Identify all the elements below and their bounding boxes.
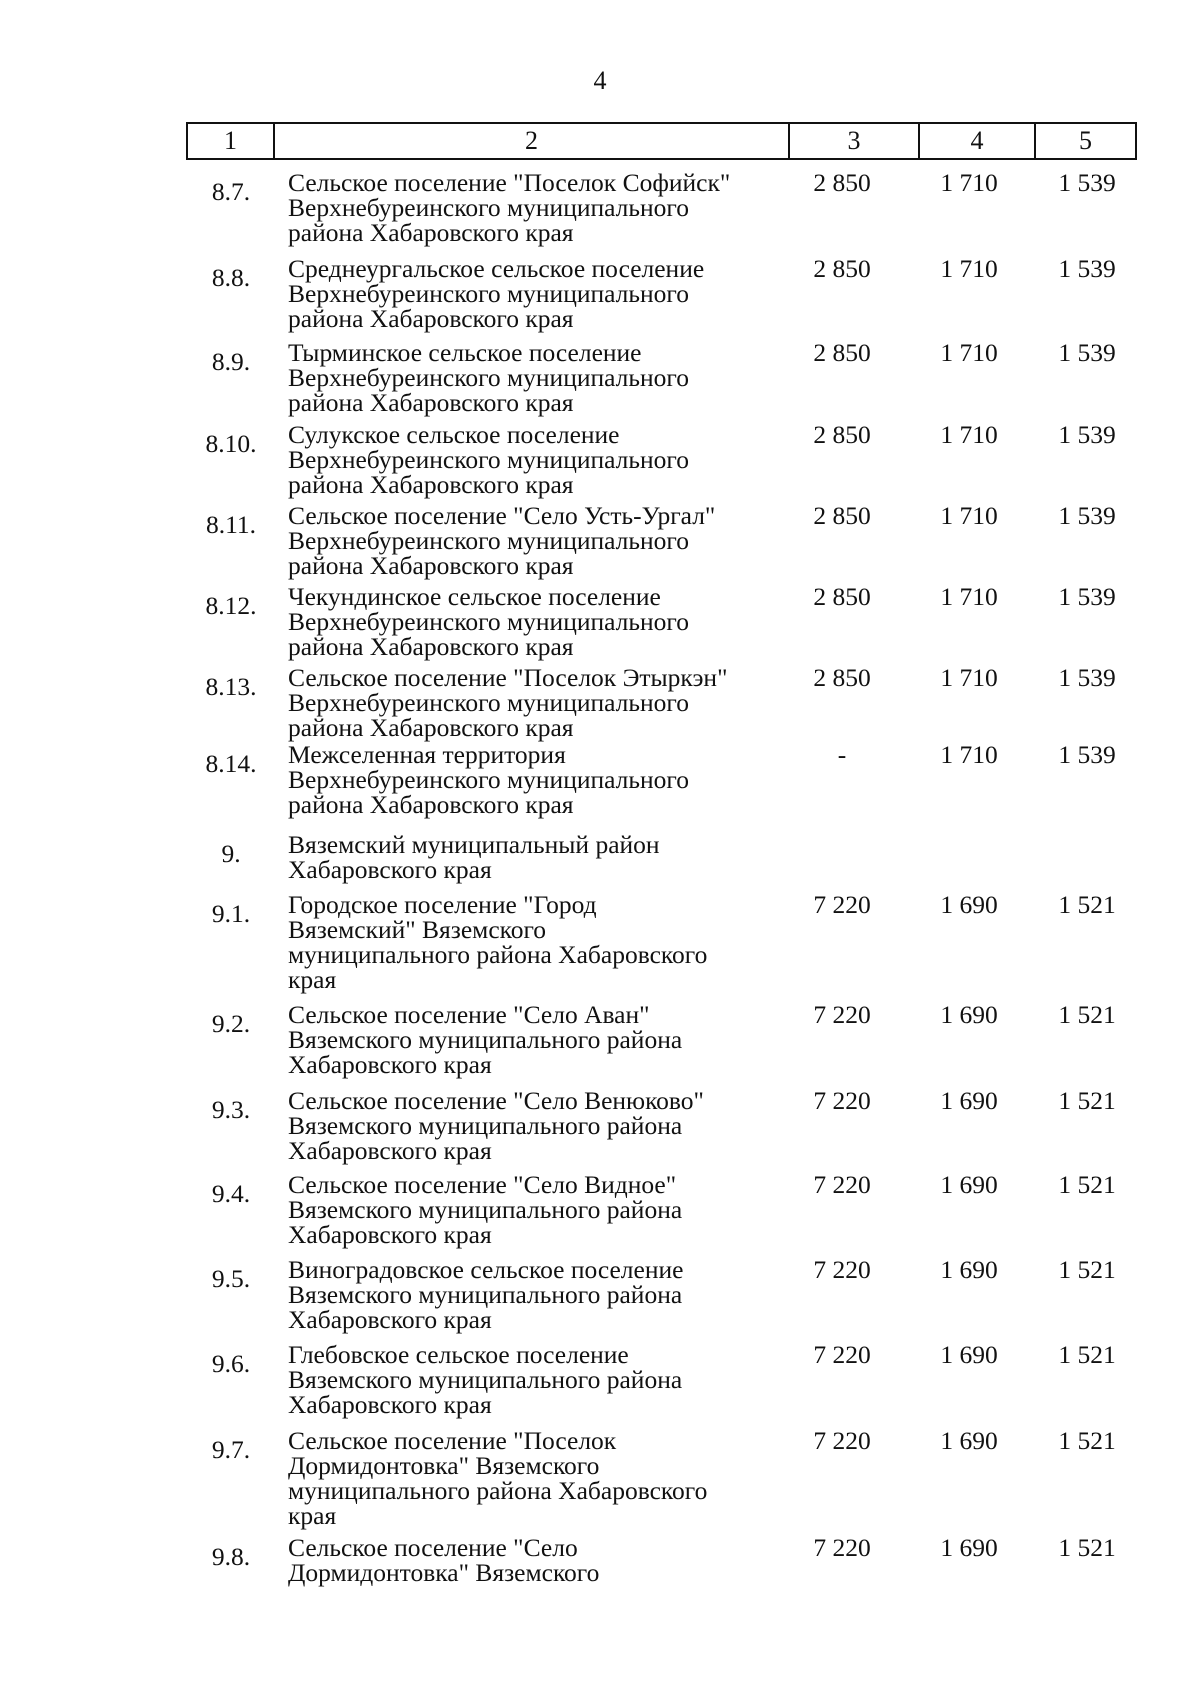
row-name: Тырминское сельское поселение Верхнебуреинского муниципального района Хабаровского края xyxy=(288,338,690,417)
row-number: 8.13. xyxy=(205,672,257,701)
row-number: 9.5. xyxy=(211,1264,251,1293)
column-header-1: 1 xyxy=(188,124,275,158)
row-value-col5: 1 539 xyxy=(1058,740,1116,769)
row-value-col5: 1 521 xyxy=(1058,1340,1116,1369)
row-value-col4: 1 690 xyxy=(940,1255,998,1284)
row-value-col4: 1 710 xyxy=(940,663,998,692)
row-value-col3: 2 850 xyxy=(813,254,871,283)
row-value-col4: 1 690 xyxy=(940,1533,998,1562)
row-value-col5: 1 521 xyxy=(1058,1000,1116,1029)
row-value-col5: 1 521 xyxy=(1058,1086,1116,1115)
row-value-col4: 1 710 xyxy=(940,420,998,449)
column-header-2: 2 xyxy=(275,124,790,158)
row-value-col4: 1 690 xyxy=(940,1170,998,1199)
row-name: Сельское поселение "Поселок Софийск" Верхнебуреинского муниципального района Хабаровского края xyxy=(288,168,731,247)
row-value-col5: 1 521 xyxy=(1058,1533,1116,1562)
row-value-col3: 2 850 xyxy=(813,420,871,449)
row-value-col4: 1 690 xyxy=(940,890,998,919)
row-value-col3: 7 220 xyxy=(813,1086,871,1115)
row-number: 9.4. xyxy=(211,1179,251,1208)
row-number: 8.8. xyxy=(211,263,251,292)
row-name: Сельское поселение "Село Венюково" Вяземского муниципального района Хабаровского края xyxy=(288,1086,704,1165)
row-value-col4: 1 710 xyxy=(940,338,998,367)
column-header-5: 5 xyxy=(1079,126,1092,155)
row-value-col3: 7 220 xyxy=(813,1170,871,1199)
row-value-col4: 1 710 xyxy=(940,740,998,769)
column-header-4: 4 xyxy=(920,124,1036,158)
row-number: 8.10. xyxy=(205,429,257,458)
row-value-col3: 7 220 xyxy=(813,890,871,919)
row-number: 9.2. xyxy=(211,1009,251,1038)
row-name: Сельское поселение "Село Видное" Вяземского муниципального района Хабаровского края xyxy=(288,1170,683,1249)
row-name: Сельское поселение "Село Усть-Ургал" Верхнебуреинского муниципального района Хабаровского края xyxy=(288,501,716,580)
row-value-col5: 1 521 xyxy=(1058,1170,1116,1199)
row-value-col3: 7 220 xyxy=(813,1533,871,1562)
row-number: 8.11. xyxy=(205,510,257,539)
row-value-col4: 1 690 xyxy=(940,1086,998,1115)
row-value-col3: 2 850 xyxy=(813,168,871,197)
row-value-col3: 7 220 xyxy=(813,1340,871,1369)
row-value-col5: 1 539 xyxy=(1058,582,1116,611)
row-name: Сулукское сельское поселение Верхнебуреинского муниципального района Хабаровского края xyxy=(288,420,690,499)
row-value-col5: 1 521 xyxy=(1058,1426,1116,1455)
row-value-col3: 2 850 xyxy=(813,582,871,611)
row-value-col4: 1 710 xyxy=(940,582,998,611)
row-name: Межселенная территория Верхнебуреинского муниципального района Хабаровского края xyxy=(288,740,690,819)
row-name: Сельское поселение "Село Дормидонтовка" Вяземского xyxy=(288,1533,600,1587)
column-header-3: 3 xyxy=(790,124,920,158)
page-number: 4 xyxy=(593,66,607,95)
row-value-col3: 7 220 xyxy=(813,1000,871,1029)
row-number: 9.6. xyxy=(211,1349,251,1378)
row-number: 8.12. xyxy=(205,591,257,620)
row-number: 8.7. xyxy=(211,177,251,206)
row-name: Сельское поселение "Село Аван" Вяземского муниципального района Хабаровского края xyxy=(288,1000,683,1079)
row-value-col4: 1 710 xyxy=(940,501,998,530)
row-value-col5: 1 521 xyxy=(1058,1255,1116,1284)
row-value-col4: 1 710 xyxy=(940,254,998,283)
row-value-col3: 2 850 xyxy=(813,501,871,530)
row-value-col3: - xyxy=(837,740,847,769)
row-value-col5: 1 539 xyxy=(1058,420,1116,449)
row-number: 9.1. xyxy=(211,899,251,928)
row-number: 9.7. xyxy=(211,1435,251,1464)
row-value-col4: 1 690 xyxy=(940,1000,998,1029)
row-value-col3: 2 850 xyxy=(813,663,871,692)
row-number: 8.9. xyxy=(211,347,251,376)
row-name: Виноградовское сельское поселение Вяземского муниципального района Хабаровского края xyxy=(288,1255,684,1334)
row-value-col5: 1 539 xyxy=(1058,254,1116,283)
row-name: Среднеургальское сельское поселение Верхнебуреинского муниципального района Хабаровского края xyxy=(288,254,705,333)
row-value-col4: 1 690 xyxy=(940,1340,998,1369)
row-value-col3: 2 850 xyxy=(813,338,871,367)
row-number: 9.3. xyxy=(211,1095,251,1124)
row-name: Городское поселение "Город Вяземский" Вяземского муниципального района Хабаровского края xyxy=(288,890,708,994)
row-value-col3: 7 220 xyxy=(813,1426,871,1455)
table-header xyxy=(186,122,1137,160)
row-value-col4: 1 710 xyxy=(940,168,998,197)
row-name: Вяземский муниципальный район Хабаровского края xyxy=(288,830,660,884)
row-number: 9. xyxy=(221,839,241,868)
row-value-col5: 1 539 xyxy=(1058,501,1116,530)
row-number: 8.14. xyxy=(205,749,257,778)
row-value-col5: 1 539 xyxy=(1058,338,1116,367)
row-value-col5: 1 539 xyxy=(1058,168,1116,197)
row-value-col4: 1 690 xyxy=(940,1426,998,1455)
row-value-col5: 1 539 xyxy=(1058,663,1116,692)
row-number: 9.8. xyxy=(211,1542,251,1571)
row-name: Сельское поселение "Поселок Дормидонтовка" Вяземского муниципального района Хабаровского края xyxy=(288,1426,708,1530)
row-value-col3: 7 220 xyxy=(813,1255,871,1284)
row-value-col5: 1 521 xyxy=(1058,890,1116,919)
row-name: Сельское поселение "Поселок Этыркэн" Верхнебуреинского муниципального района Хабаровского края xyxy=(288,663,728,742)
row-name: Глебовское сельское поселение Вяземского муниципального района Хабаровского края xyxy=(288,1340,683,1419)
row-name: Чекундинское сельское поселение Верхнебуреинского муниципального района Хабаровского края xyxy=(288,582,690,661)
